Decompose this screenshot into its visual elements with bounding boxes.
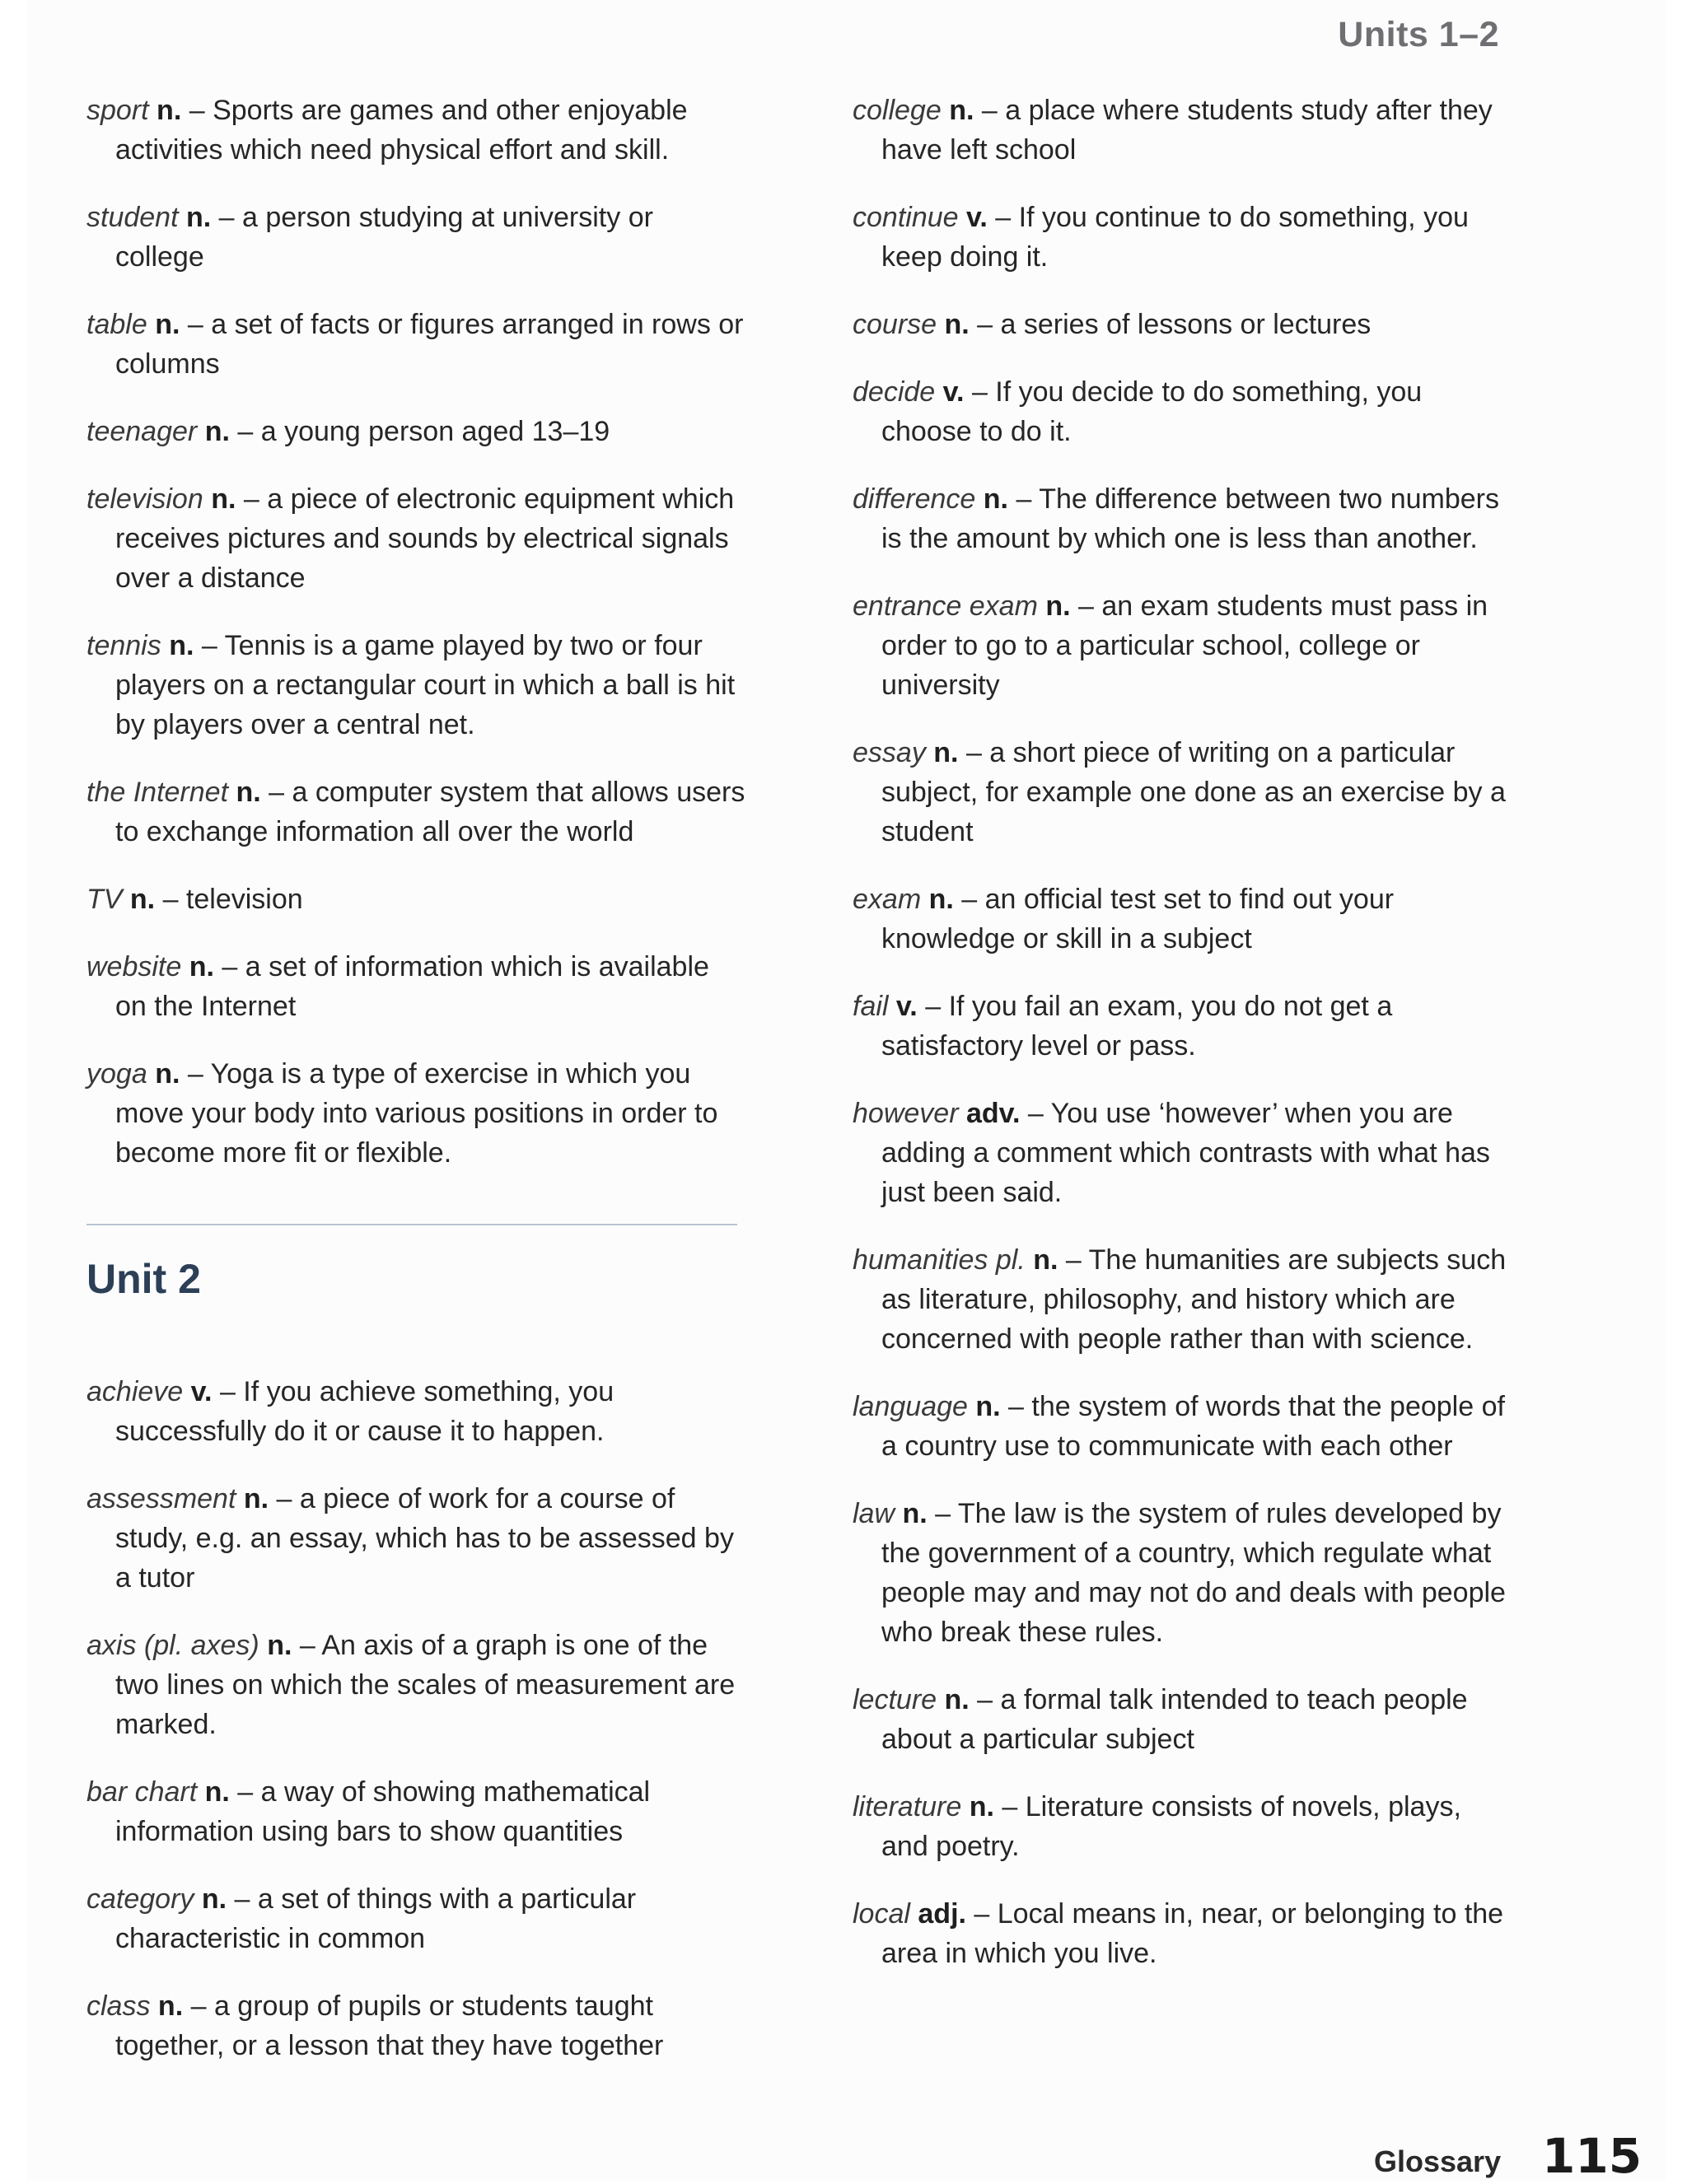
entry-term: axis (pl. axes) [86, 1630, 259, 1661]
entry-term: exam [853, 884, 922, 915]
entry-pos: n. [944, 1684, 970, 1715]
entry-definition: – Literature consists of novels, plays, and poetry. [881, 1791, 1461, 1862]
entry-pos: n. [983, 483, 1008, 515]
entry-term: the Internet [86, 777, 229, 808]
right-column [853, 91, 1512, 1992]
entry-pos: n. [933, 737, 959, 768]
entry-definition: – Local means in, near, or belonging to the area in which you live. [881, 1898, 1504, 1969]
entry-term: decide [853, 376, 936, 408]
entry-definition: – a piece of work for a course of study, e.g. an essay, which has to be assessed by a tutor [115, 1483, 734, 1594]
entry-definition: – The law is the system of rules developed by the government of a country, which regulate what people may and may not do and deals with people who break these rules. [881, 1498, 1506, 1648]
entry-pos: n. [204, 416, 230, 447]
entry-term: class [86, 1990, 151, 2022]
entry-term: achieve [86, 1376, 184, 1407]
entry-definition: – a way of showing mathematical information using bars to show quantities [115, 1776, 651, 1847]
glossary-entry [853, 305, 1512, 344]
entry-pos: n. [155, 309, 180, 340]
glossary-entry [853, 1680, 1512, 1759]
entry-term: teenager [86, 416, 198, 447]
glossary-entry [86, 1986, 745, 2065]
glossary-entry [853, 198, 1512, 277]
glossary-entry [853, 1094, 1512, 1212]
glossary-entry [853, 1240, 1512, 1359]
entry-term: course [853, 309, 937, 340]
entry-pos: n. [902, 1498, 928, 1529]
entry-definition: – an official test set to find out your knowledge or skill in a subject [881, 884, 1395, 954]
entry-pos: n. [204, 1776, 230, 1808]
entry-definition: – a young person aged 13–19 [229, 416, 610, 447]
entry-pos: n. [189, 951, 214, 982]
entry-definition: – The humanities are subjects such as literature, philosophy, and history which are concerned with people rather than with science. [881, 1244, 1507, 1355]
entry-pos: n. [928, 884, 954, 915]
entry-pos: n. [975, 1391, 1001, 1422]
entry-term: local [853, 1898, 910, 1930]
entry-term: continue [853, 202, 959, 233]
entry-pos: n. [211, 483, 236, 515]
entry-definition: – a formal talk intended to teach people about a particular subject [881, 1684, 1468, 1755]
entry-term: bar chart [86, 1776, 198, 1808]
entry-definition: – a group of pupils or students taught together, or a lesson that they have together [115, 1990, 664, 2061]
entry-pos: n. [944, 309, 970, 340]
entry-definition: – If you achieve something, you successfully do it or cause it to happen. [115, 1376, 615, 1447]
left-column-unit1 [86, 91, 745, 1194]
glossary-entry [853, 1894, 1512, 1973]
section-divider [86, 1224, 737, 1225]
entry-pos: n. [949, 95, 974, 126]
glossary-entry [86, 1626, 745, 1744]
entry-pos: v. [895, 991, 918, 1022]
entry-definition: – Tennis is a game played by two or four players on a rectangular court in which a ball is hit by players over a central net. [115, 630, 736, 740]
entry-definition: – Sports are games and other enjoyable activities which need physical effort and skill. [115, 95, 688, 166]
entry-definition: – If you continue to do something, you keep doing it. [881, 202, 1469, 273]
entry-pos: n. [1045, 590, 1071, 622]
entry-definition: – a series of lessons or lectures [969, 309, 1372, 340]
glossary-entry [853, 91, 1512, 170]
glossary-entry [86, 305, 745, 384]
entry-pos: n. [157, 95, 182, 126]
entry-term: assessment [86, 1483, 236, 1514]
footer-label: Glossary [1374, 2144, 1502, 2178]
entry-definition: – Yoga is a type of exercise in which you move your body into various positions in order to become more fit or flexible. [115, 1058, 718, 1169]
entry-term: television [86, 483, 203, 515]
glossary-entry [86, 479, 745, 598]
entry-definition: – television [155, 884, 303, 915]
entry-term: sport [86, 95, 149, 126]
glossary-entry [86, 947, 745, 1026]
entry-definition: – If you decide to do something, you choose to do it. [881, 376, 1423, 447]
entry-definition: – a set of things with a particular characteristic in common [115, 1883, 637, 1954]
entry-pos: n. [157, 1990, 184, 2022]
entry-pos: n. [243, 1483, 269, 1514]
entry-definition: – an exam students must pass in order to go to a particular school, college or university [881, 590, 1488, 701]
entry-definition: – a set of information which is available on the Internet [115, 951, 709, 1022]
entry-definition: – The difference between two numbers is the amount by which one is less than another. [881, 483, 1499, 554]
entry-pos: n. [129, 884, 156, 915]
glossary-entry [853, 987, 1512, 1066]
glossary-entry [86, 91, 745, 170]
entry-term: website [86, 951, 182, 982]
entry-term: fail [853, 991, 889, 1022]
glossary-entry [853, 1787, 1512, 1866]
entry-pos: n. [185, 202, 212, 233]
entry-definition: – a computer system that allows users to exchange information all over the world [115, 777, 745, 847]
unit-heading: Unit 2 [86, 1256, 201, 1302]
glossary-entry [853, 586, 1512, 705]
entry-definition: – a place where students study after they have left school [881, 95, 1493, 166]
entry-term: entrance exam [853, 590, 1038, 622]
glossary-entry [86, 1879, 745, 1958]
running-head: Units 1–2 [1338, 15, 1499, 54]
entry-definition: – a person studying at university or college [115, 202, 653, 273]
entry-term: college [853, 95, 942, 126]
entry-term: language [853, 1391, 968, 1422]
entry-term: category [86, 1883, 194, 1915]
entry-pos: n. [267, 1630, 292, 1661]
glossary-entry [86, 880, 745, 919]
entry-pos: n. [236, 777, 261, 808]
entry-term: table [86, 309, 147, 340]
glossary-entry [853, 372, 1512, 451]
entry-term: yoga [86, 1058, 147, 1090]
glossary-entry [853, 1387, 1512, 1466]
page-number: 115 [1542, 2128, 1643, 2184]
entry-term: humanities pl. [853, 1244, 1026, 1276]
entry-pos: n. [201, 1883, 227, 1915]
glossary-entry [853, 733, 1512, 852]
entry-definition: – If you fail an exam, you do not get a satisfactory level or pass. [881, 991, 1393, 1062]
entry-definition: – a short piece of writing on a particular subject, for example one done as an exercise by a student [881, 737, 1506, 847]
entry-definition: – the system of words that the people of a country use to communicate with each other [881, 1391, 1505, 1462]
entry-definition: – a piece of electronic equipment which receives pictures and sounds by electrical signals over a distance [115, 483, 735, 594]
entry-definition: – a set of facts or figures arranged in rows or columns [115, 309, 744, 380]
entry-term: TV [86, 884, 123, 915]
entry-term: lecture [853, 1684, 937, 1715]
entry-pos: v. [966, 202, 988, 233]
entry-definition: – You use ‘however’ when you are adding a comment which contrasts with what has just been said. [881, 1098, 1490, 1208]
glossary-entry [853, 880, 1512, 959]
entry-pos: n. [969, 1791, 994, 1822]
glossary-entry [86, 626, 745, 744]
entry-term: law [853, 1498, 895, 1529]
entry-term: tennis [86, 630, 161, 661]
entry-term: student [86, 202, 179, 233]
glossary-entry [853, 479, 1512, 558]
left-column-unit2 [86, 1372, 745, 2084]
glossary-entry [853, 1494, 1512, 1652]
entry-pos: v. [942, 376, 965, 408]
glossary-entry [86, 772, 745, 852]
entry-pos: n. [1033, 1244, 1058, 1276]
entry-pos: n. [169, 630, 194, 661]
entry-pos: v. [190, 1376, 213, 1407]
entry-term: essay [853, 737, 926, 768]
glossary-entry [86, 1372, 745, 1451]
entry-pos: n. [155, 1058, 180, 1090]
glossary-entry [86, 412, 745, 451]
glossary-entry [86, 1772, 745, 1851]
glossary-entry [86, 1054, 745, 1173]
entry-term: difference [853, 483, 976, 515]
entry-term: however [853, 1098, 959, 1129]
glossary-entry [86, 198, 745, 277]
glossary-entry [86, 1479, 745, 1598]
entry-term: literature [853, 1791, 962, 1822]
entry-definition: – An axis of a graph is one of the two lines on which the scales of measurement are marked. [115, 1630, 736, 1740]
entry-pos: adj. [918, 1898, 966, 1930]
entry-pos: adv. [965, 1098, 1021, 1129]
